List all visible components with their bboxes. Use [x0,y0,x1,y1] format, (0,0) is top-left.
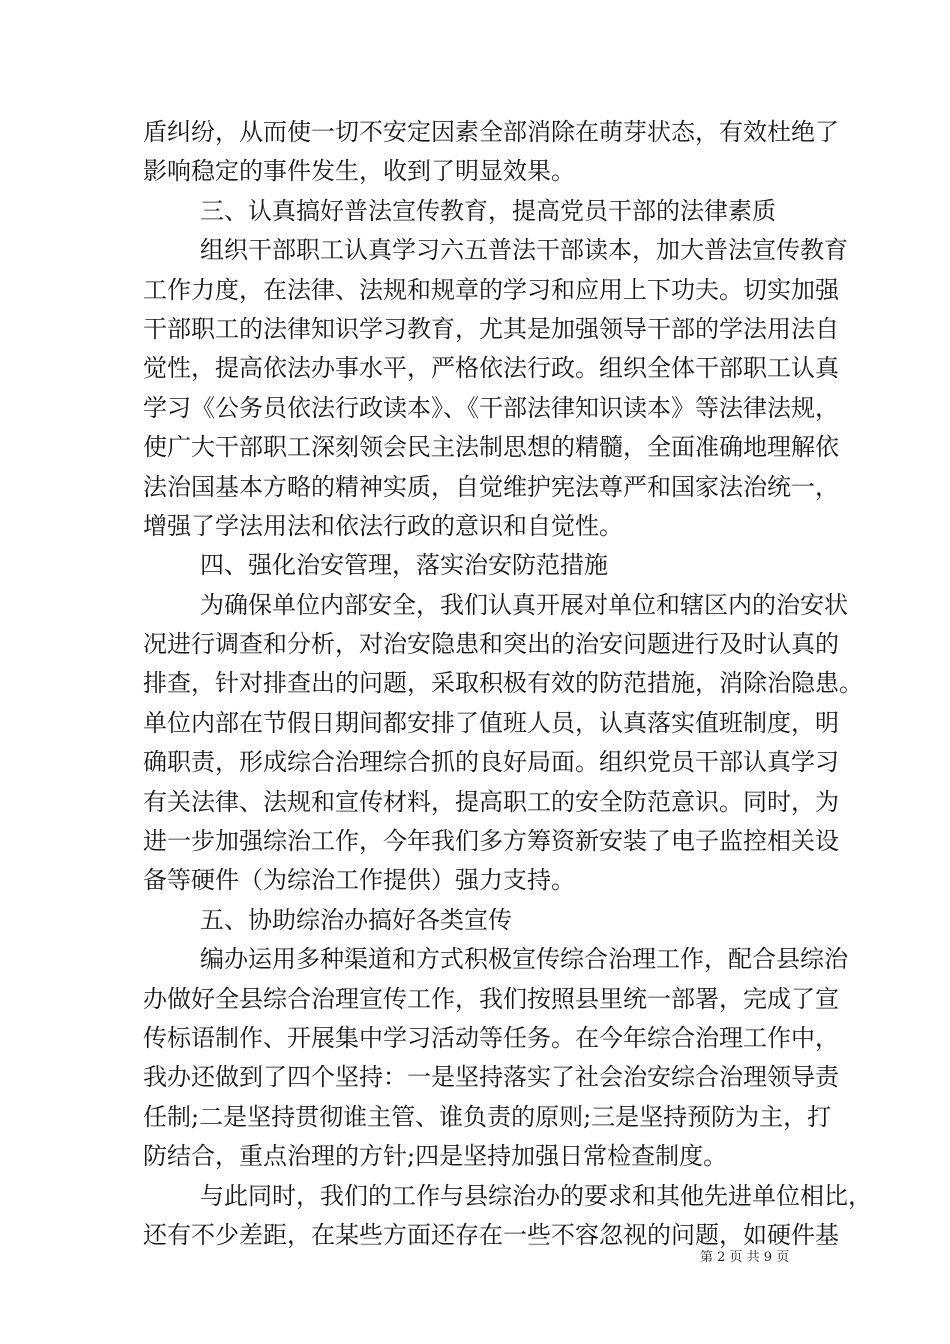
text-line: 我办还做到了四个坚持：一是坚持落实了社会治安综合治理领导责 [143,1063,839,1092]
text-line: 备等硬件（为综治工作提供）强力支持。 [143,866,575,895]
text-line: 干部职工的法律知识学习教育，尤其是加强领导干部的学法用法自 [143,314,839,343]
text-line: 进一步加强综治工作，今年我们多方筹资新安装了电子监控相关设 [143,827,839,856]
text-line: 盾纠纷，从而使一切不安定因素全部消除在萌芽状态，有效杜绝了 [143,118,839,146]
page-number: 第 2 页 共 9 页 [700,1250,790,1265]
text-line: 影响稳定的事件发生，收到了明显效果。 [143,157,575,186]
text-line: 况进行调查和分析，对治安隐患和突出的治安问题进行及时认真的 [143,630,839,659]
text-line: 觉性，提高依法办事水平，严格依法行政。组织全体干部职工认真 [143,354,839,383]
text-line: 单位内部在节假日期间都安排了值班人员，认真落实值班制度，明 [143,708,839,737]
text-line: 使广大干部职工深刻领会民主法制思想的精髓，全面准确地理解依 [143,433,839,462]
text-line: 法治国基本方略的精神实质，自觉维护宪法尊严和国家法治统一， [143,472,839,501]
text-line: 与此同时，我们的工作与县综治办的要求和其他先进单位相比， [200,1181,872,1210]
text-line: 办做好全县综合治理宣传工作，我们按照县里统一部署，完成了宣 [143,984,839,1013]
text-line: 有关法律、法规和宣传材料，提高职工的安全防范意识。同时，为 [143,787,839,816]
section-heading: 三、认真搞好普法宣传教育，提高党员干部的法律素质 [200,196,776,225]
document-body [143,113,872,1255]
text-line: 还有不少差距，在某些方面还存在一些不容忽视的问题，如硬件基 [143,1220,839,1249]
text-line: 工作力度，在法律、法规和规章的学习和应用上下功夫。切实加强 [143,275,839,304]
text-line: 传标语制作、开展集中学习活动等任务。在今年综合治理工作中， [143,1023,839,1052]
text-line: 组织干部职工认真学习六五普法干部读本，加大普法宣传教育 [200,236,848,265]
text-line: 排查，针对排查出的问题，采取积极有效的防范措施，消除治隐患。 [143,669,863,698]
section-heading: 五、协助综治办搞好各类宣传 [200,905,512,934]
text-line: 学习《公务员依法行政读本》、《干部法律知识读本》等法律法规， [143,393,839,422]
section-heading: 四、强化治安管理，落实治安防范措施 [200,551,608,580]
text-line: 任制;二是坚持贯彻谁主管、谁负责的原则;三是坚持预防为主，打 [143,1102,832,1131]
text-line: 防结合，重点治理的方针;四是坚持加强日常检查制度。 [143,1142,728,1171]
text-line: 增强了学法用法和依法行政的意识和自觉性。 [143,511,623,540]
text-line: 确职责，形成综合治理综合抓的良好局面。组织党员干部认真学习 [143,748,839,777]
text-line: 编办运用多种渠道和方式积极宣传综合治理工作，配合县综治 [200,945,848,974]
text-line: 为确保单位内部安全，我们认真开展对单位和辖区内的治安状 [200,590,848,619]
